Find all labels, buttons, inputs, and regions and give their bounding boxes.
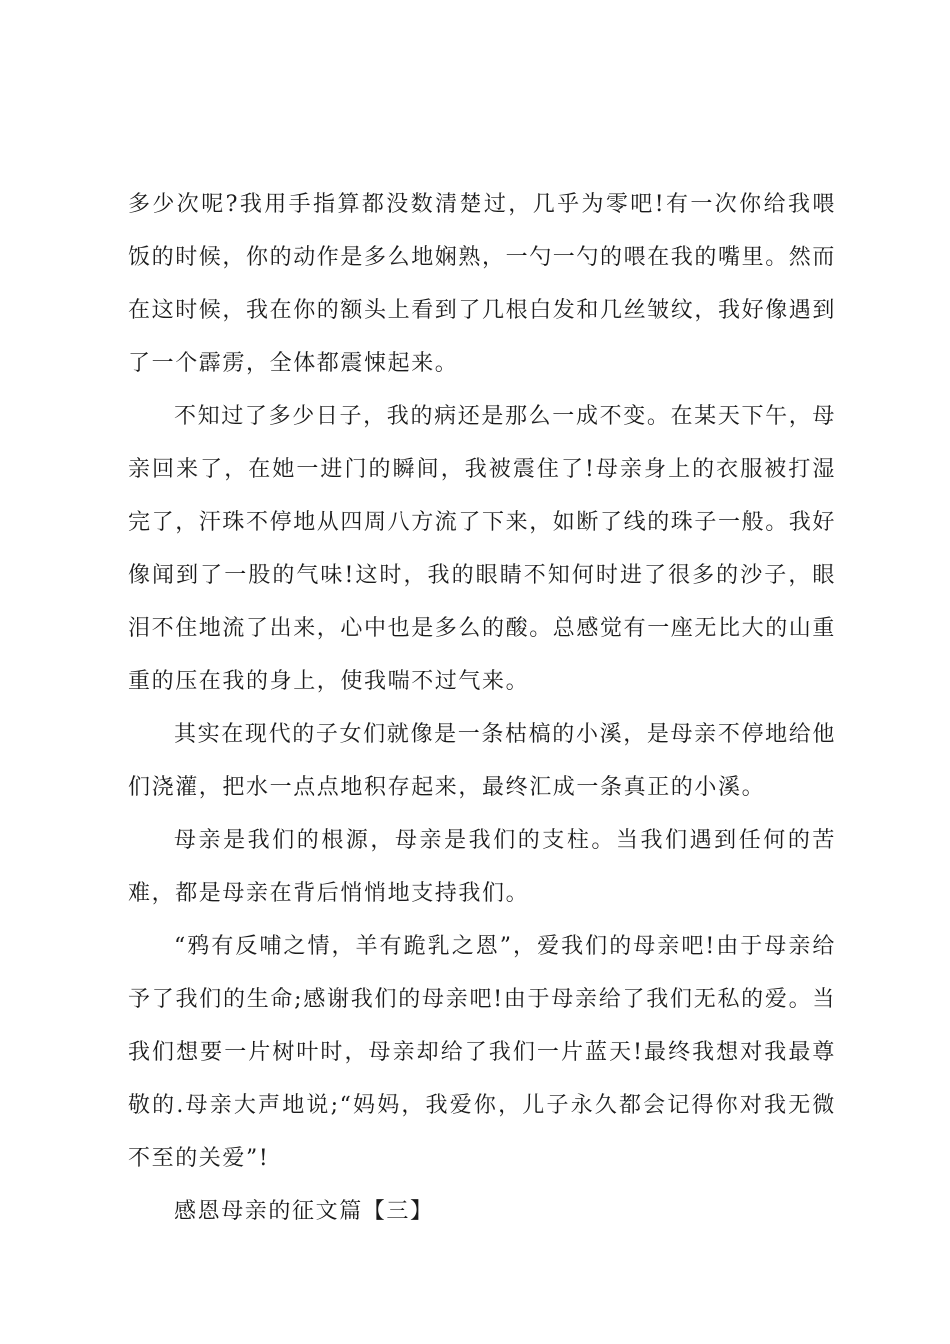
document-body [128,178,836,1238]
section-heading: 感恩母亲的征文篇【三】 [174,1199,434,1224]
paragraph-2: 不知过了多少日子，我的病还是那么一成不变。在某天下午，母亲回来了，在她一进门的瞬间，我被震住了!母亲身上的衣服被打湿完了，汗珠不停地从四周八方流了下来，如断了线的珠子一般。我好像闻到了一股的气味!这时，我的眼睛不知何时进了很多的沙子，眼泪不住地流了出来，心中也是多么的酸。总感觉有一座无比大的山重重的压在我的身上，使我喘不过气来。 [128,404,837,694]
paragraph-1: 多少次呢?我用手指算都没数清楚过，几乎为零吧!有一次你给我喂饭的时候，你的动作是多么地娴熟，一勺一勺的喂在我的嘴里。然而在这时候，我在你的额头上看到了几根白发和几丝皱纹，我好像遇到了一个霹雳，全体都震悚起来。 [128,192,837,376]
paragraph-4: 母亲是我们的根源，母亲是我们的支柱。当我们遇到任何的苦难，都是母亲在背后悄悄地支持我们。 [128,828,836,906]
paragraph-5: “鸦有反哺之情，羊有跪乳之恩”，爱我们的母亲吧!由于母亲给予了我们的生命;感谢我们的母亲吧!由于母亲给了我们无私的爱。当我们想要一片树叶时，母亲却给了我们一片蓝天!最终我想对我最尊敬的.母亲大声地说;“妈妈，我爱你，儿子永久都会记得你对我无微不至的关爱”! [128,934,836,1171]
paragraph-3: 其实在现代的子女们就像是一条枯槁的小溪，是母亲不停地给他们浇灌，把水一点点地积存起来，最终汇成一条真正的小溪。 [128,722,836,800]
